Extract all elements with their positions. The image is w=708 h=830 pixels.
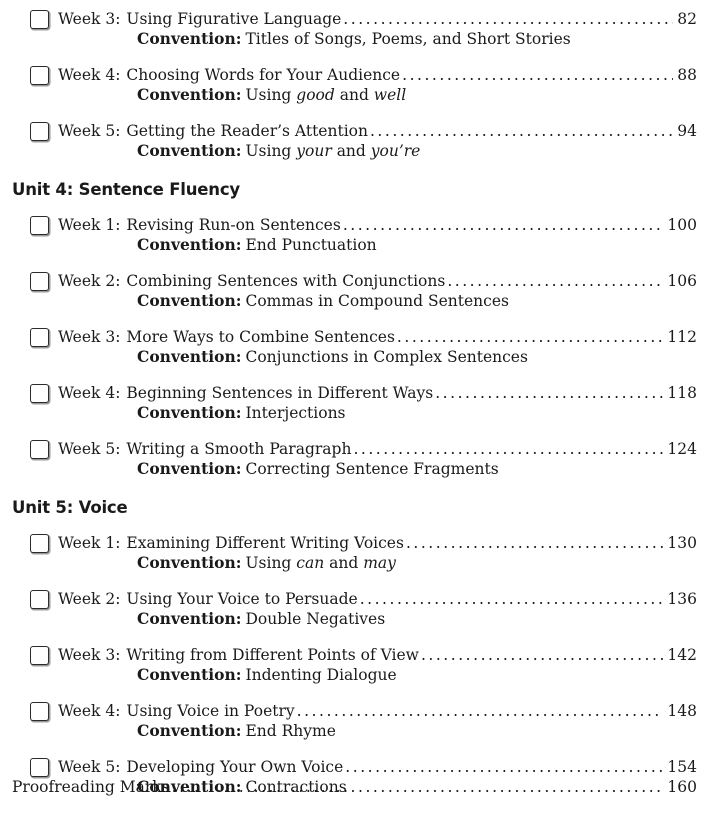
lesson-title: Using Your Voice to Persuade bbox=[126, 590, 358, 608]
toc-entry bbox=[30, 216, 697, 260]
entry-checkbox[interactable] bbox=[30, 272, 49, 291]
convention-line bbox=[137, 235, 377, 255]
convention-line bbox=[137, 347, 528, 367]
week-label: Week 2: bbox=[58, 272, 121, 290]
convention-text-part: Correcting Sentence Fragments bbox=[245, 460, 499, 478]
entry-checkbox[interactable] bbox=[30, 216, 49, 235]
dot-leader bbox=[343, 215, 664, 235]
page-number: 88 bbox=[677, 66, 697, 84]
week-label: Week 4: bbox=[58, 384, 121, 402]
toc-entry bbox=[30, 646, 697, 690]
lesson-title: Combining Sentences with Conjunctions bbox=[126, 272, 446, 290]
convention-text-part: Interjections bbox=[245, 404, 346, 422]
convention-text-part: can bbox=[296, 554, 325, 572]
convention-line bbox=[137, 609, 385, 629]
convention-text bbox=[245, 236, 376, 254]
lesson-title: Using Voice in Poetry bbox=[126, 702, 295, 720]
page-number: 112 bbox=[667, 328, 697, 346]
convention-text-part: Using bbox=[245, 86, 297, 104]
entry-title-line bbox=[58, 65, 697, 85]
convention-text bbox=[245, 348, 527, 366]
convention-line bbox=[137, 291, 509, 311]
convention-label: Convention: bbox=[137, 85, 242, 104]
dot-leader bbox=[172, 777, 664, 797]
convention-text-part: Contractions bbox=[245, 778, 347, 796]
entry-checkbox[interactable] bbox=[30, 66, 49, 85]
entry-checkbox[interactable] bbox=[30, 702, 49, 721]
convention-text-part: your bbox=[296, 142, 332, 160]
convention-label: Convention: bbox=[137, 291, 242, 310]
page-number: 118 bbox=[667, 384, 697, 402]
week-label: Week 3: bbox=[58, 10, 121, 28]
lesson-title: Revising Run-on Sentences bbox=[126, 216, 341, 234]
page-number: 142 bbox=[667, 646, 697, 664]
page-number: 154 bbox=[667, 758, 697, 776]
toc-entry bbox=[30, 534, 697, 578]
toc-entry bbox=[30, 384, 697, 428]
dot-leader bbox=[406, 533, 663, 553]
page-number: 130 bbox=[667, 534, 697, 552]
page-number: 160 bbox=[667, 778, 697, 796]
convention-text-part: well bbox=[373, 86, 407, 104]
convention-text-part: Using bbox=[245, 554, 297, 572]
convention-text-part: Double Negatives bbox=[245, 610, 386, 628]
convention-label: Convention: bbox=[137, 665, 242, 684]
week-label: Week 4: bbox=[58, 66, 121, 84]
dot-leader bbox=[447, 271, 663, 291]
convention-text-part: you’re bbox=[370, 142, 421, 160]
convention-text bbox=[245, 666, 396, 684]
convention-line bbox=[137, 141, 420, 161]
week-label: Week 3: bbox=[58, 328, 121, 346]
lesson-title: Using Figurative Language bbox=[126, 10, 342, 28]
convention-label: Convention: bbox=[137, 721, 242, 740]
lesson-title: Writing from Different Points of View bbox=[126, 646, 419, 664]
convention-text-part: and bbox=[324, 554, 364, 572]
convention-line bbox=[137, 403, 346, 423]
entry-checkbox[interactable] bbox=[30, 758, 49, 777]
convention-text bbox=[245, 610, 385, 628]
convention-text-part: End Rhyme bbox=[245, 722, 336, 740]
week-label: Week 3: bbox=[58, 646, 121, 664]
page-number: 106 bbox=[667, 272, 697, 290]
dot-leader bbox=[297, 701, 664, 721]
lesson-title: Getting the Reader’s Attention bbox=[126, 122, 368, 140]
convention-label: Convention: bbox=[137, 141, 242, 160]
convention-text-part: End Punctuation bbox=[245, 236, 377, 254]
entry-title-line bbox=[58, 757, 697, 777]
convention-text bbox=[245, 554, 395, 572]
convention-label: Convention: bbox=[137, 459, 242, 478]
unit-heading: Unit 5: Voice bbox=[12, 498, 128, 517]
lesson-title: Choosing Words for Your Audience bbox=[126, 66, 401, 84]
page-number: 136 bbox=[667, 590, 697, 608]
convention-text-part: and bbox=[331, 142, 371, 160]
convention-text bbox=[245, 142, 420, 160]
convention-label: Convention: bbox=[137, 609, 242, 628]
convention-line bbox=[137, 29, 571, 49]
dot-leader bbox=[345, 757, 663, 777]
convention-line bbox=[137, 553, 396, 573]
dot-leader bbox=[360, 589, 664, 609]
toc-entry bbox=[30, 272, 697, 316]
convention-line bbox=[137, 459, 499, 479]
convention-text bbox=[245, 460, 498, 478]
convention-line bbox=[137, 665, 397, 685]
entry-title-line bbox=[58, 215, 697, 235]
convention-text-part: Indenting Dialogue bbox=[245, 666, 397, 684]
entry-checkbox[interactable] bbox=[30, 384, 49, 403]
convention-label: Convention: bbox=[137, 553, 242, 572]
unit-heading: Unit 4: Sentence Fluency bbox=[12, 180, 240, 199]
entry-title-line bbox=[58, 271, 697, 291]
dot-leader bbox=[353, 439, 663, 459]
convention-text-part: and bbox=[334, 86, 374, 104]
lesson-title: More Ways to Combine Sentences bbox=[126, 328, 395, 346]
week-label: Week 1: bbox=[58, 216, 121, 234]
entry-title-line bbox=[58, 327, 697, 347]
convention-text bbox=[245, 292, 509, 310]
dot-leader bbox=[397, 327, 664, 347]
convention-text-part: Conjunctions in Complex Sentences bbox=[245, 348, 528, 366]
toc-entry bbox=[30, 122, 697, 166]
convention-line bbox=[137, 85, 406, 105]
dot-leader bbox=[435, 383, 663, 403]
convention-text bbox=[245, 30, 570, 48]
convention-text bbox=[245, 404, 345, 422]
dot-leader bbox=[343, 9, 673, 29]
dot-leader bbox=[402, 65, 673, 85]
week-label: Week 5: bbox=[58, 440, 121, 458]
convention-label: Convention: bbox=[137, 235, 242, 254]
entry-title-line bbox=[58, 645, 697, 665]
toc-entry bbox=[30, 328, 697, 372]
week-label: Week 1: bbox=[58, 534, 121, 552]
convention-text bbox=[245, 86, 406, 104]
toc-entry bbox=[30, 66, 697, 110]
entry-title-line bbox=[58, 439, 697, 459]
entry-checkbox[interactable] bbox=[30, 440, 49, 459]
convention-text-part: Commas in Compound Sentences bbox=[245, 292, 509, 310]
convention-label: Convention: bbox=[137, 777, 242, 796]
convention-line bbox=[137, 721, 336, 741]
lesson-title: Developing Your Own Voice bbox=[126, 758, 344, 776]
page-number: 82 bbox=[677, 10, 697, 28]
convention-label: Convention: bbox=[137, 403, 242, 422]
page-number: 148 bbox=[667, 702, 697, 720]
toc-entry bbox=[30, 702, 697, 746]
entry-checkbox[interactable] bbox=[30, 534, 49, 553]
entry-title-line bbox=[58, 533, 697, 553]
entry-title-line bbox=[58, 383, 697, 403]
dot-leader bbox=[370, 121, 673, 141]
entry-checkbox[interactable] bbox=[30, 590, 49, 609]
week-label: Week 5: bbox=[58, 122, 121, 140]
dot-leader bbox=[421, 645, 663, 665]
convention-text-part: may bbox=[363, 554, 396, 572]
convention-label: Convention: bbox=[137, 347, 242, 366]
entry-checkbox[interactable] bbox=[30, 10, 49, 29]
week-label: Week 4: bbox=[58, 702, 121, 720]
page-number: 100 bbox=[667, 216, 697, 234]
convention-text-part: Titles of Songs, Poems, and Short Stories bbox=[245, 30, 571, 48]
page-number: 94 bbox=[677, 122, 697, 140]
toc-entry bbox=[30, 440, 697, 484]
entry-checkbox[interactable] bbox=[30, 122, 49, 141]
entry-title-line bbox=[58, 121, 697, 141]
entry-title-line bbox=[58, 9, 697, 29]
convention-text-part: good bbox=[296, 86, 335, 104]
entry-checkbox[interactable] bbox=[30, 328, 49, 347]
entry-title-line bbox=[58, 701, 697, 721]
convention-text-part: Using bbox=[245, 142, 297, 160]
lesson-title: Examining Different Writing Voices bbox=[126, 534, 404, 552]
week-label: Week 5: bbox=[58, 758, 121, 776]
page-number: 124 bbox=[667, 440, 697, 458]
toc-entry bbox=[30, 590, 697, 634]
week-label: Week 2: bbox=[58, 590, 121, 608]
lesson-title: Beginning Sentences in Different Ways bbox=[126, 384, 434, 402]
convention-text bbox=[245, 722, 335, 740]
entry-checkbox[interactable] bbox=[30, 646, 49, 665]
toc-entry bbox=[30, 10, 697, 54]
convention-label: Convention: bbox=[137, 29, 242, 48]
entry-title-line bbox=[58, 589, 697, 609]
lesson-title: Writing a Smooth Paragraph bbox=[126, 440, 352, 458]
final-entry-title: Proofreading Marks bbox=[12, 778, 170, 796]
toc-entry-proofreading-marks bbox=[12, 777, 697, 797]
